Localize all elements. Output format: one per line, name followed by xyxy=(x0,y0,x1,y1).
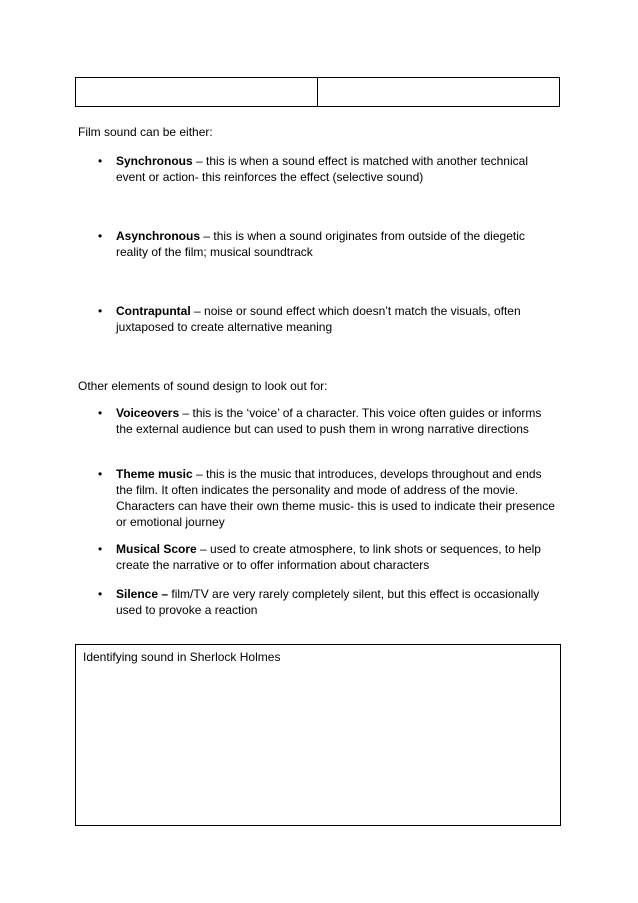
description: – this is the music that introduces, develops throughout and ends the film. It often indicates the personality and mode of address of the movie. Characters can have their own theme music- this is used to indicate their presence or emotional journey xyxy=(116,467,555,529)
header-table xyxy=(75,77,560,107)
bullet-icon: • xyxy=(98,587,103,601)
description: film/TV are very rarely completely silent, but this effect is occasionally used to provoke a reaction xyxy=(116,587,540,617)
term: Silence – xyxy=(116,587,169,601)
elements-intro-text: Other elements of sound design to look out for: xyxy=(78,379,328,393)
term: Contrapuntal xyxy=(116,304,191,318)
list-item-asynchronous xyxy=(98,228,558,260)
list-item-synchronous xyxy=(98,153,558,185)
list-item-musical-score xyxy=(98,541,558,573)
list-item-silence xyxy=(98,586,558,618)
bullet-icon: • xyxy=(98,406,103,420)
bullet-icon: • xyxy=(98,542,103,556)
description: – this is when a sound effect is matched with another technical event or action- this reinforces the effect (selective sound) xyxy=(116,154,528,184)
notes-box xyxy=(75,644,561,826)
list-item-theme-music xyxy=(98,466,558,530)
list-item-contrapuntal xyxy=(98,303,558,335)
term: Voiceovers xyxy=(116,406,180,420)
term: Theme music xyxy=(116,467,193,481)
bullet-icon: • xyxy=(98,304,103,318)
description: – noise or sound effect which doesn’t match the visuals, often juxtaposed to create alternative meaning xyxy=(116,304,521,334)
header-table-cell-left xyxy=(76,78,317,106)
term: Asynchronous xyxy=(116,229,201,243)
intro-text: Film sound can be either: xyxy=(78,125,213,139)
bullet-icon: • xyxy=(98,467,103,481)
term: Musical Score xyxy=(116,542,197,556)
bullet-icon: • xyxy=(98,229,103,243)
notes-box-label: Identifying sound in Sherlock Holmes xyxy=(83,650,281,664)
list-item-voiceovers xyxy=(98,405,558,437)
description: – this is the ‘voice’ of a character. This voice often guides or informs the external audience but can used to push them in wrong narrative directions xyxy=(116,406,542,436)
description: – this is when a sound originates from outside of the diegetic reality of the film; musical soundtrack xyxy=(116,229,525,259)
bullet-icon: • xyxy=(98,154,103,168)
description: – used to create atmosphere, to link shots or sequences, to help create the narrative or to offer information about characters xyxy=(116,542,541,572)
term: Synchronous xyxy=(116,154,193,168)
header-table-cell-right xyxy=(317,78,559,106)
